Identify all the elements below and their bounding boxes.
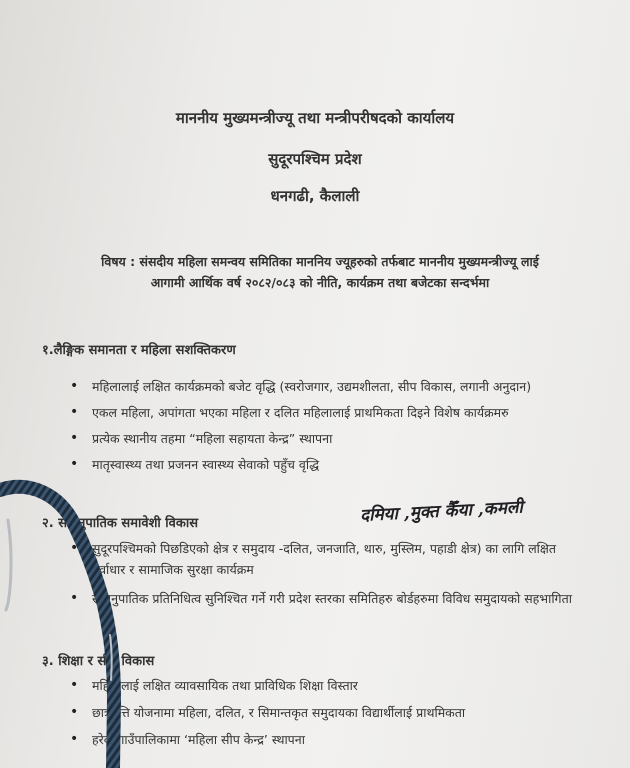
list-item: • प्रत्येक स्थानीय तहमा “महिला सहायता केन्द्र” स्थापना <box>70 428 580 449</box>
province-title: सुदूरपश्चिम प्रदेश <box>268 150 362 168</box>
section-2-list <box>70 538 590 617</box>
office-title: माननीय मुख्यमन्त्रीज्यू तथा मन्त्रीपरीषदको कार्यालय <box>175 109 455 127</box>
subject-line-1: विषय : संसदीय महिला समन्वय समितिका माननिय ज्यूहरुको तर्फबाट माननीय मुख्यमन्त्रीज्यू लाई <box>101 254 539 269</box>
list-item: • महिलालाई लक्षित व्यावसायिक तथा प्राविधिक शिक्षा विस्तार <box>70 675 590 696</box>
list-item: • छात्रवृत्ति योजनामा महिला, दलित, र सिमान्तकृत समुदायका विद्यार्थीलाई प्राथमिकता <box>70 702 590 723</box>
section-3-title: ३. शिक्षा र सीप विकास <box>42 654 155 669</box>
list-item: • समानुपातिक प्रतिनिधित्व सुनिश्चित गर्ने गरी प्रदेश स्तरका समितिहरु बोर्डहरुमा विविध समुदायको सहभागिता <box>70 588 590 609</box>
list-item: • हरेक गाउँपालिकामा ‘महिला सीप केन्द्र’ स्थापना <box>70 729 590 750</box>
section-1-title: १.लैङ्गिक समानता र महिला सशक्तिकरण <box>42 343 236 358</box>
list-item: • एकल महिला, अपांगता भएका महिला र दलित महिलालाई प्राथमिकता दिइने विशेष कार्यक्रमरु <box>70 402 580 423</box>
location-title: धनगढी, कैलाली <box>270 187 360 205</box>
list-item: • महिलालाई लक्षित कार्यक्रमको बजेट वृद्धि (स्वरोजगार, उद्यमशीलता, सीप विकास, लगानी अनुदान) <box>70 376 580 397</box>
subject-line-2: आगामी आर्थिक वर्ष २०८२/०८३ को नीति, कार्यक्रम तथा बजेटका सन्दर्भमा <box>150 275 490 290</box>
section-3-list <box>70 675 590 756</box>
list-item: • मातृस्वास्थ्य तथा प्रजनन स्वास्थ्य सेवाको पहुँच वृद्धि <box>70 454 580 475</box>
handwritten-signature: दमिया ,मुक्त कैँया ,कमली <box>359 497 524 526</box>
list-item: • सुदूरपश्चिमको पिछडिएको क्षेत्र र समुदाय -दलित, जनजाति, थारु, मुस्लिम, पहाडी क्षेत्र) का लागि लक्षित पुर्वाधार र सामाजिक सुरक्षा कार्यक्रम <box>70 538 590 580</box>
section-1-list <box>70 376 580 480</box>
section-2-title: २. समानुपातिक समावेशी विकास <box>42 516 199 531</box>
subject-block <box>40 251 600 293</box>
